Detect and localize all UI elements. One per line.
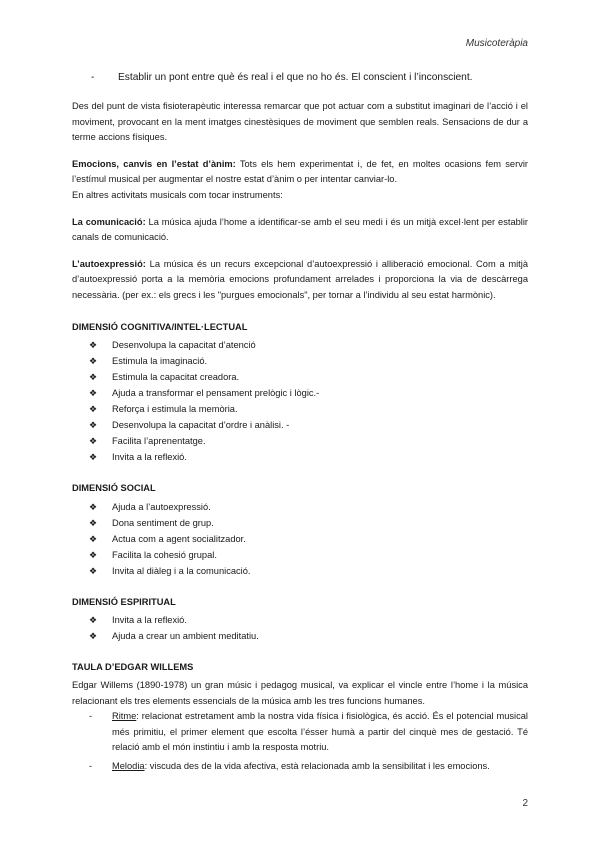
- spiritual-list: [72, 612, 528, 644]
- list-item: ❖ Estimula la capacitat creadora.: [72, 369, 528, 385]
- communication-heading: La comunicació:: [72, 216, 146, 227]
- willems-item-ritme: [72, 709, 528, 756]
- running-header: Musicoteràpia: [465, 38, 528, 49]
- page-content: [72, 70, 528, 777]
- diamond-bullet-icon: ❖: [89, 372, 98, 383]
- selfexpression-text: La música és un recurs excepcional d’autoexpressió i alliberació emocional. Com a mitjà d’autoexpressió porta a la memòria emocions profundament arrelades i proporciona la via de descàrrega necessària. (per ex.: els grecs i les "purgues emocionals", per tornar a l’individu al seu estat harmònic).: [72, 258, 528, 300]
- physio-paragraph: Des del punt de vista fisioterapèutic interessa remarcar que pot actuar com a substitut imaginari de l’acció i el moviment, provocant en la ment imatges cinestèsiques de moviment que semblen reals. Sensacions de dur a terme accions físiques.: [72, 101, 528, 143]
- emotions-extra: En altres activitats musicals com tocar instruments:: [72, 189, 283, 200]
- list-item: ❖ Estimula la imaginació.: [72, 353, 528, 369]
- willems-intro: Edgar Willems (1890-1978) un gran músic i pedagog musical, va explicar el vincle entre l’home i la música relacionant els tres elements essencials de la música amb les tres funcions humanes.: [72, 679, 528, 706]
- list-item: ❖ Ajuda a l’autoexpressió.: [72, 499, 528, 515]
- social-list: [72, 499, 528, 579]
- list-item: ❖ Desenvolupa la capacitat d’atenció: [72, 337, 528, 353]
- dash-marker: -: [89, 711, 93, 722]
- willems-term-text: : viscuda des de la vida afectiva, està relacionada amb la sensibilitat i les emocions.: [144, 760, 490, 771]
- diamond-bullet-icon: ❖: [89, 452, 98, 463]
- list-item: ❖ Facilita l’aprenentatge.: [72, 433, 528, 449]
- willems-item-melodia: [72, 759, 528, 775]
- dash-marker: -: [89, 760, 93, 771]
- diamond-bullet-icon: ❖: [89, 631, 98, 642]
- list-item: ❖ Desenvolupa la capacitat d’ordre i anàlisi. -: [72, 417, 528, 433]
- list-item: ❖ Reforça i estimula la memòria.: [72, 401, 528, 417]
- diamond-bullet-icon: ❖: [89, 420, 98, 431]
- list-item: ❖ Invita al diàleg i a la comunicació.: [72, 563, 528, 579]
- social-heading: DIMENSIÓ SOCIAL: [72, 483, 156, 494]
- diamond-bullet-icon: ❖: [89, 565, 98, 576]
- willems-heading: TAULA D’EDGAR WILLEMS: [72, 662, 194, 673]
- intro-bullet: [72, 70, 528, 86]
- selfexpression-heading: L’autoexpressió:: [72, 258, 146, 269]
- cognitive-list: [72, 337, 528, 465]
- willems-term: Ritme: [112, 711, 137, 722]
- diamond-bullet-icon: ❖: [89, 517, 98, 528]
- communication-paragraph: [72, 215, 528, 246]
- cognitive-heading: DIMENSIÓ COGNITIVA/INTEL·LECTUAL: [72, 321, 248, 332]
- willems-term-text: : relacionat estretament amb la nostra vida física i fisiològica, és acció. És el potencial musical més primitiu, el primer element que escolta l’ésser humà a partir del cinquè mes de gestació. Té relació amb el món instintiu i amb la resposta motriu.: [112, 711, 528, 753]
- willems-term: Melodia: [112, 760, 145, 771]
- diamond-bullet-icon: ❖: [89, 615, 98, 626]
- diamond-bullet-icon: ❖: [89, 404, 98, 415]
- spiritual-heading: DIMENSIÓ ESPIRITUAL: [72, 596, 176, 607]
- dash-marker: -: [91, 72, 95, 83]
- communication-text: La música ajuda l’home a identificar-se amb el seu medi i és un mitjà excel·lent per establir canals de comunicació.: [72, 216, 529, 243]
- diamond-bullet-icon: ❖: [89, 533, 98, 544]
- list-item: ❖ Dona sentiment de grup.: [72, 515, 528, 531]
- list-item: ❖ Ajuda a crear un ambient meditatiu.: [72, 628, 528, 644]
- list-item: ❖ Invita a la reflexió.: [72, 612, 528, 628]
- emotions-text: Tots els hem experimentat i, de fet, en moltes ocasions fem servir l’estímul musical per augmentar el nostre estat d’ànim o per intentar canviar-lo.: [72, 158, 529, 185]
- page-number: 2: [522, 798, 528, 809]
- intro-bullet-text: Establir un pont entre què és real i el que no ho és. El conscient i l’inconscient.: [118, 72, 473, 83]
- diamond-bullet-icon: ❖: [89, 549, 98, 560]
- list-item: ❖ Ajuda a transformar el pensament prelògic i lògic.-: [72, 385, 528, 401]
- diamond-bullet-icon: ❖: [89, 340, 98, 351]
- selfexpression-paragraph: [72, 257, 528, 304]
- diamond-bullet-icon: ❖: [89, 356, 98, 367]
- emotions-heading: Emocions, canvis en l’estat d’ànim:: [72, 158, 236, 169]
- list-item: ❖ Actua com a agent socialitzador.: [72, 531, 528, 547]
- diamond-bullet-icon: ❖: [89, 388, 98, 399]
- diamond-bullet-icon: ❖: [89, 501, 98, 512]
- list-item: ❖ Invita a la reflexió.: [72, 449, 528, 465]
- emotions-paragraph: [72, 157, 528, 188]
- diamond-bullet-icon: ❖: [89, 436, 98, 447]
- list-item: ❖ Facilita la cohesió grupal.: [72, 547, 528, 563]
